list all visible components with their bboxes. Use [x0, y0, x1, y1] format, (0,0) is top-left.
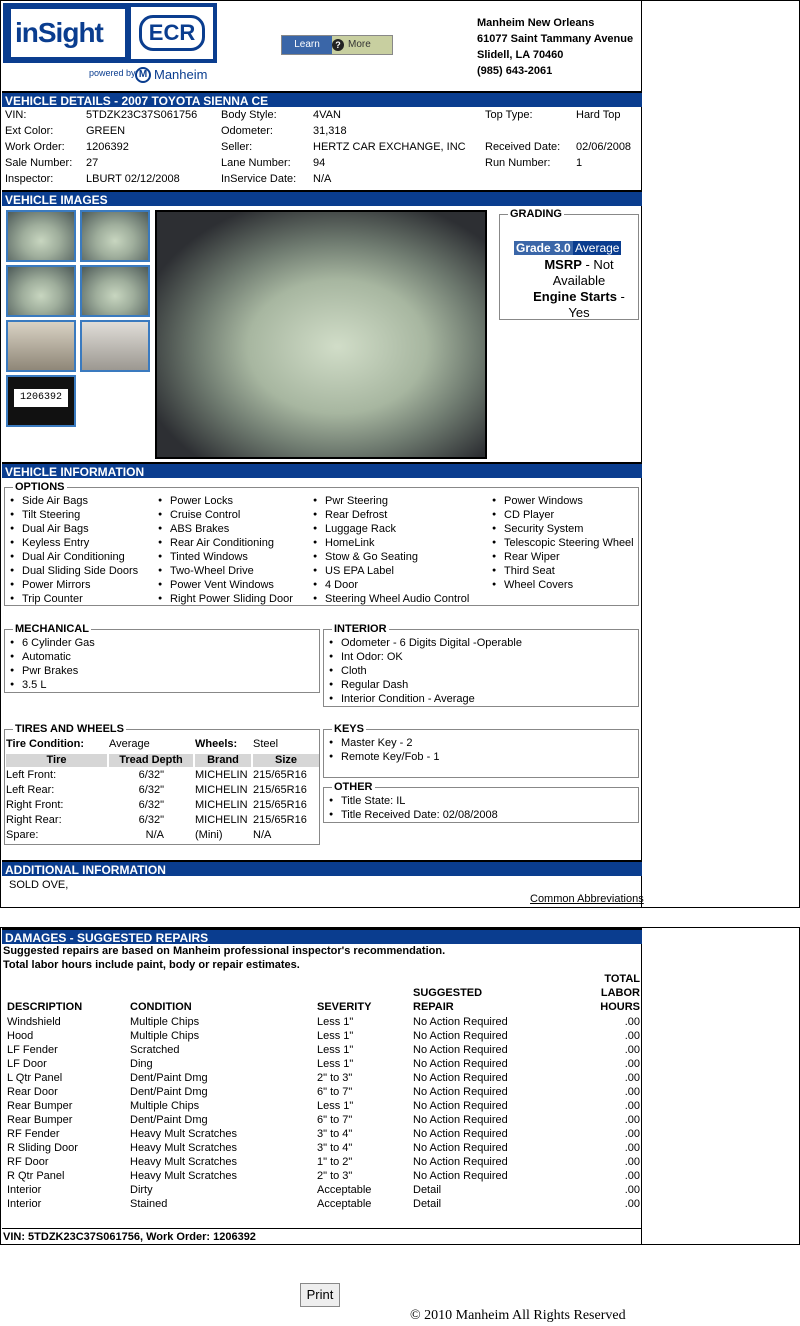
detail-value: 27: [86, 157, 99, 169]
detail-value: 5TDZK23C37S061756: [86, 109, 198, 121]
damage-repair: No Action Required: [413, 1044, 508, 1056]
option-item: ● Dual Sliding Side Doors: [22, 564, 138, 578]
mechanical-item: ● Pwr Brakes: [22, 664, 78, 678]
thumbnail-interior-front[interactable]: [6, 320, 76, 372]
detail-value: 94: [313, 157, 326, 169]
mechanical-item: ● 6 Cylinder Gas: [22, 636, 95, 650]
option-item: ● Rear Wiper: [504, 550, 560, 564]
mechanical-item: ● Automatic: [22, 650, 71, 664]
common-abbreviations-link[interactable]: Common Abbreviations: [530, 893, 644, 905]
damage-repair: No Action Required: [413, 1128, 508, 1140]
tire-tread: 6/32": [138, 814, 164, 826]
learn-label: Learn: [282, 36, 332, 54]
damage-severity: Less 1": [317, 1030, 354, 1042]
tire-size: 215/65R16: [253, 769, 307, 781]
damage-hours: .00: [624, 1058, 640, 1070]
damage-description: RF Fender: [7, 1128, 60, 1140]
thumbnail-rear-right[interactable]: [80, 210, 150, 262]
col-severity: SEVERITY: [317, 1001, 372, 1013]
damage-repair: No Action Required: [413, 1016, 508, 1028]
option-item: ● Telescopic Steering Wheel: [504, 536, 634, 550]
damages-panel: [0, 927, 800, 1245]
damages-note-1: Suggested repairs are based on Manheim professional inspector's recommendation.: [3, 945, 446, 957]
msrp-value: - Not Available: [552, 257, 614, 288]
tire-brand: MICHELIN: [195, 814, 248, 826]
powered-by-text: powered by: [89, 68, 136, 78]
vehicle-information-header: VEHICLE INFORMATION: [2, 462, 642, 478]
detail-label: Sale Number:: [5, 157, 73, 169]
print-button[interactable]: Print: [300, 1283, 340, 1307]
options-legend: OPTIONS: [15, 481, 65, 493]
engine-value: - Yes: [568, 289, 625, 320]
damage-severity: Less 1": [317, 1044, 354, 1056]
damages-header: DAMAGES - SUGGESTED REPAIRS: [2, 928, 642, 944]
damage-hours: .00: [624, 1086, 640, 1098]
grade-text: Average: [575, 241, 620, 255]
damage-repair: No Action Required: [413, 1100, 508, 1112]
damage-severity: 6" to 7": [317, 1086, 353, 1098]
tire-brand: (Mini): [195, 829, 223, 841]
tire-condition-value: Average: [109, 738, 150, 750]
grading-legend: GRADING: [510, 208, 562, 220]
damage-hours: .00: [624, 1156, 640, 1168]
damage-description: Interior: [7, 1184, 42, 1196]
damage-condition: Dent/Paint Dmg: [130, 1114, 208, 1126]
tire-header-size: Size: [253, 754, 319, 767]
damage-repair: No Action Required: [413, 1030, 508, 1042]
tire-size: 215/65R16: [253, 814, 307, 826]
detail-label: Ext Color:: [5, 125, 54, 137]
option-item: ● Rear Defrost: [325, 508, 387, 522]
mechanical-item: ● 3.5 L: [22, 678, 46, 692]
interior-item: ● Cloth: [341, 664, 367, 678]
msrp-item: [527, 257, 631, 289]
option-item: ● Dual Air Bags: [22, 522, 89, 536]
tire-position: Right Rear:: [6, 814, 62, 826]
tire-position: Spare:: [6, 829, 39, 841]
tire-header-brand: Brand: [195, 754, 251, 767]
damage-condition: Dent/Paint Dmg: [130, 1086, 208, 1098]
tag-number: 1206392: [14, 389, 68, 407]
damage-hours: .00: [624, 1184, 640, 1196]
interior-item: ● Interior Condition - Average: [341, 692, 475, 706]
damage-repair: Detail: [413, 1198, 442, 1210]
interior-legend: INTERIOR: [334, 623, 387, 635]
option-item: ● HomeLink: [325, 536, 375, 550]
dealer-address: [477, 15, 633, 79]
tire-position: Right Front:: [6, 799, 64, 811]
damage-hours: .00: [624, 1100, 640, 1112]
damage-severity: 1" to 2": [317, 1156, 353, 1168]
engine-label: Engine Starts: [533, 289, 617, 304]
detail-label: VIN:: [5, 109, 27, 121]
option-item: ● Trip Counter: [22, 592, 83, 606]
thumbnail-front[interactable]: [6, 265, 76, 317]
detail-label: Seller:: [221, 141, 253, 153]
damage-description: Interior: [7, 1198, 42, 1210]
dealer-city: Slidell, LA 70460: [477, 49, 564, 61]
other-item: ● Title Received Date: 02/08/2008: [341, 808, 498, 822]
damage-condition: Dirty: [130, 1184, 153, 1196]
option-item: ● Keyless Entry: [22, 536, 89, 550]
tire-tread: 6/32": [138, 799, 164, 811]
tire-header-tread: Tread Depth: [109, 754, 193, 767]
tire-tread: N/A: [145, 829, 164, 841]
damage-repair: No Action Required: [413, 1114, 508, 1126]
detail-value: 4VAN: [313, 109, 341, 121]
damage-condition: Multiple Chips: [130, 1016, 200, 1028]
thumbnail-front-left[interactable]: [6, 210, 76, 262]
question-icon: ?: [332, 39, 344, 51]
option-item: ● Tilt Steering: [22, 508, 80, 522]
tire-size: 215/65R16: [253, 784, 307, 796]
damage-description: R Qtr Panel: [7, 1170, 65, 1182]
damage-description: Rear Bumper: [7, 1100, 73, 1112]
damage-hours: .00: [624, 1142, 640, 1154]
detail-label: Received Date:: [485, 141, 561, 153]
damage-description: Rear Door: [7, 1086, 58, 1098]
damage-severity: Less 1": [317, 1016, 354, 1028]
damage-severity: Less 1": [317, 1058, 354, 1070]
option-item: ● Tinted Windows: [170, 550, 248, 564]
detail-value: N/A: [313, 173, 332, 185]
option-item: ● Rear Air Conditioning: [170, 536, 274, 550]
interior-item: ● Regular Dash: [341, 678, 408, 692]
detail-value: 1: [576, 157, 583, 169]
detail-value: GREEN: [86, 125, 126, 137]
option-item: ● Stow & Go Seating: [325, 550, 418, 564]
damage-hours: .00: [624, 1198, 640, 1210]
damages-footer: VIN: 5TDZK23C37S061756, Work Order: 1206392: [2, 1228, 641, 1244]
keys-item: ● Master Key - 2: [341, 736, 413, 750]
detail-label: Run Number:: [485, 157, 551, 169]
logo-ecr-text: ECR: [139, 15, 205, 51]
option-item: ● Luggage Rack: [325, 522, 396, 536]
tire-size: N/A: [253, 829, 272, 841]
vehicle-details-header: VEHICLE DETAILS - 2007 TOYOTA SIENNA CE: [2, 91, 642, 107]
damage-condition: Multiple Chips: [130, 1100, 200, 1112]
damage-condition: Heavy Mult Scratches: [130, 1170, 237, 1182]
detail-value: HERTZ CAR EXCHANGE, INC: [313, 141, 466, 153]
col-hours-2: LABOR: [600, 987, 640, 999]
damage-condition: Multiple Chips: [130, 1030, 200, 1042]
damage-condition: Scratched: [130, 1044, 180, 1056]
damage-hours: .00: [624, 1170, 640, 1182]
grade-badge: Grade 3.0: [516, 241, 571, 255]
damage-repair: No Action Required: [413, 1058, 508, 1070]
engine-item: [521, 289, 637, 321]
option-item: ● Wheel Covers: [504, 578, 573, 592]
damage-severity: 6" to 7": [317, 1114, 353, 1126]
option-item: ● Security System: [504, 522, 583, 536]
damage-repair: No Action Required: [413, 1170, 508, 1182]
damage-severity: Acceptable: [317, 1198, 372, 1210]
damage-severity: 2" to 3": [317, 1170, 353, 1182]
detail-label: Work Order:: [5, 141, 65, 153]
damage-description: LF Door: [7, 1058, 47, 1070]
msrp-label: MSRP: [544, 257, 582, 272]
additional-information-header: ADDITIONAL INFORMATION: [2, 860, 642, 876]
damage-hours: .00: [624, 1072, 640, 1084]
more-label: More: [348, 39, 371, 50]
damage-severity: Less 1": [317, 1100, 354, 1112]
detail-label: Lane Number:: [221, 157, 291, 169]
option-item: ● ABS Brakes: [170, 522, 229, 536]
detail-value: LBURT 02/12/2008: [86, 173, 180, 185]
col-condition: CONDITION: [130, 1001, 192, 1013]
option-item: ● Steering Wheel Audio Control: [325, 592, 469, 606]
dealer-phone: (985) 643-2061: [477, 65, 553, 77]
wheels-value: Steel: [253, 738, 279, 750]
tire-brand: MICHELIN: [195, 769, 248, 781]
damage-description: Windshield: [7, 1016, 61, 1028]
dealer-name: Manheim New Orleans: [477, 17, 595, 29]
damage-description: RF Door: [7, 1156, 49, 1168]
damage-condition: Stained: [130, 1198, 168, 1210]
damage-condition: Heavy Mult Scratches: [130, 1156, 237, 1168]
option-item: ● Power Windows: [504, 494, 583, 508]
detail-label: Body Style:: [221, 109, 277, 121]
tire-tread: 6/32": [138, 769, 164, 781]
option-item: ● Dual Air Conditioning: [22, 550, 125, 564]
detail-label: Inspector:: [5, 173, 54, 185]
logo-insight-text: inSight: [15, 17, 103, 48]
option-item: ● CD Player: [504, 508, 554, 522]
damage-hours: .00: [624, 1016, 640, 1028]
tires-legend: TIRES AND WHEELS: [15, 723, 124, 735]
tire-size: 215/65R16: [253, 799, 307, 811]
detail-label: Odometer:: [221, 125, 273, 137]
option-item: ● 4 Door: [325, 578, 358, 592]
option-item: ● Two-Wheel Drive: [170, 564, 254, 578]
dealer-street: 61077 Saint Tammany Avenue: [477, 33, 634, 45]
wheels-label: Wheels:: [195, 738, 238, 750]
damage-repair: No Action Required: [413, 1072, 508, 1084]
damage-description: Rear Bumper: [7, 1114, 73, 1126]
option-item: ● Power Vent Windows: [170, 578, 274, 592]
insight-ecr-logo: [3, 3, 217, 63]
damage-repair: No Action Required: [413, 1086, 508, 1098]
damage-severity: 2" to 3": [317, 1072, 353, 1084]
detail-label: InService Date:: [221, 173, 297, 185]
thumbnail-work-order-tag[interactable]: [6, 375, 76, 427]
manheim-brand-text: Manheim: [154, 67, 208, 82]
col-description: DESCRIPTION: [7, 1001, 83, 1013]
damage-severity: 3" to 4": [317, 1142, 353, 1154]
option-item: ● Power Locks: [170, 494, 233, 508]
damage-hours: .00: [624, 1030, 640, 1042]
col-repair-2: REPAIR: [413, 1001, 454, 1013]
option-item: ● Right Power Sliding Door: [170, 592, 293, 606]
additional-information-text: SOLD OVE,: [9, 879, 69, 891]
tire-tread: 6/32": [138, 784, 164, 796]
copyright: © 2010 Manheim All Rights Reserved: [410, 1308, 626, 1323]
damage-description: Hood: [7, 1030, 34, 1042]
tire-position: Left Rear:: [6, 784, 55, 796]
damage-repair: No Action Required: [413, 1142, 508, 1154]
damage-severity: 3" to 4": [317, 1128, 353, 1140]
learn-more-button[interactable]: [281, 35, 393, 55]
keys-item: ● Remote Key/Fob - 1: [341, 750, 439, 764]
manheim-m-icon: M: [135, 67, 151, 83]
option-item: ● US EPA Label: [325, 564, 394, 578]
mechanical-legend: MECHANICAL: [15, 623, 89, 635]
damage-hours: .00: [624, 1114, 640, 1126]
damage-description: LF Fender: [7, 1044, 58, 1056]
logo-right-panel: [131, 7, 213, 59]
thumbnail-rear[interactable]: [80, 265, 150, 317]
other-legend: OTHER: [334, 781, 373, 793]
detail-value: 1206392: [86, 141, 129, 153]
damage-condition: Dent/Paint Dmg: [130, 1072, 208, 1084]
vehicle-images-header: VEHICLE IMAGES: [2, 190, 642, 206]
logo-left-panel: [9, 7, 127, 59]
option-item: ● Side Air Bags: [22, 494, 88, 508]
damage-condition: Heavy Mult Scratches: [130, 1142, 237, 1154]
option-item: ● Pwr Steering: [325, 494, 388, 508]
tire-brand: MICHELIN: [195, 799, 248, 811]
interior-item: ● Int Odor: OK: [341, 650, 403, 664]
detail-value: 31,318: [313, 125, 347, 137]
interior-item: ● Odometer - 6 Digits Digital -Operable: [341, 636, 522, 650]
damages-note-2: Total labor hours include paint, body or repair estimates.: [3, 959, 300, 971]
thumbnail-interior-rear[interactable]: [80, 320, 150, 372]
tire-position: Left Front:: [6, 769, 57, 781]
col-hours-1: TOTAL: [604, 973, 640, 985]
detail-value: 02/06/2008: [576, 141, 632, 153]
damage-condition: Ding: [130, 1058, 153, 1070]
tire-condition-label: Tire Condition:: [6, 738, 85, 750]
damage-hours: .00: [624, 1044, 640, 1056]
damage-hours: .00: [624, 1128, 640, 1140]
tire-brand: MICHELIN: [195, 784, 248, 796]
tire-header-tire: Tire: [6, 754, 107, 767]
other-item: ● Title State: IL: [341, 794, 405, 808]
damage-repair: No Action Required: [413, 1156, 508, 1168]
damage-description: R Sliding Door: [7, 1142, 78, 1154]
damage-condition: Heavy Mult Scratches: [130, 1128, 237, 1140]
option-item: ● Power Mirrors: [22, 578, 90, 592]
damage-repair: Detail: [413, 1184, 442, 1196]
damage-description: L Qtr Panel: [7, 1072, 63, 1084]
option-item: ● Cruise Control: [170, 508, 240, 522]
main-vehicle-image: [155, 210, 487, 459]
damage-severity: Acceptable: [317, 1184, 372, 1196]
detail-value: Hard Top: [576, 109, 621, 121]
col-hours-3: HOURS: [600, 1001, 640, 1013]
col-repair-1: SUGGESTED: [413, 987, 483, 999]
option-item: ● Third Seat: [504, 564, 555, 578]
detail-label: Top Type:: [485, 109, 533, 121]
keys-legend: KEYS: [334, 723, 364, 735]
